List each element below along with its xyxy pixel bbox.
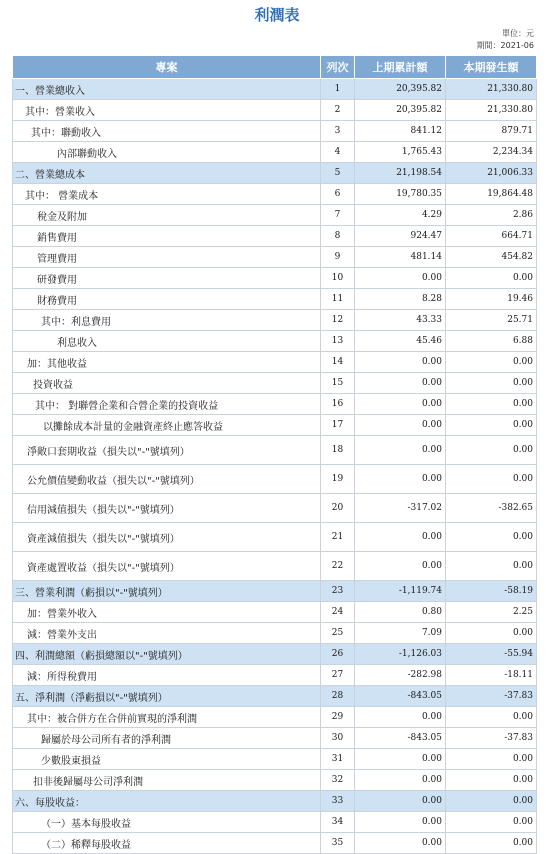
table-row	[13, 268, 537, 289]
row-item-name: 資產減值損失（損失以"-"號填列）	[13, 523, 321, 552]
row-line-no: 5	[321, 163, 355, 184]
row-prev-value: 0.00	[355, 523, 446, 552]
table-row	[13, 833, 537, 854]
row-line-no: 31	[321, 749, 355, 770]
row-line-no: 19	[321, 465, 355, 494]
row-prev-value: 0.00	[355, 373, 446, 394]
row-curr-value: 0.00	[446, 523, 537, 552]
table-row	[13, 665, 537, 686]
row-curr-value: 21,330.80	[446, 79, 537, 100]
table-row	[13, 770, 537, 791]
row-prev-value: 0.00	[355, 465, 446, 494]
row-prev-value: 8.28	[355, 289, 446, 310]
row-item-name: 其中：利息費用	[13, 310, 321, 331]
row-item-name: 投資收益	[13, 373, 321, 394]
row-line-no: 24	[321, 602, 355, 623]
row-line-no: 9	[321, 247, 355, 268]
row-line-no: 11	[321, 289, 355, 310]
table-row	[13, 436, 537, 465]
row-curr-value: 0.00	[446, 465, 537, 494]
row-curr-value: 21,006.33	[446, 163, 537, 184]
row-curr-value: 19.46	[446, 289, 537, 310]
row-curr-value: 6.88	[446, 331, 537, 352]
row-prev-value: 45.46	[355, 331, 446, 352]
row-line-no: 8	[321, 226, 355, 247]
row-prev-value: 21,198.54	[355, 163, 446, 184]
row-prev-value: -1,126.03	[355, 644, 446, 665]
table-body	[13, 79, 537, 854]
row-prev-value: 7.09	[355, 623, 446, 644]
row-curr-value: 2.25	[446, 602, 537, 623]
row-prev-value: 0.00	[355, 415, 446, 436]
table-row	[13, 644, 537, 665]
row-prev-value: 0.00	[355, 352, 446, 373]
row-prev-value: -1,119.74	[355, 581, 446, 602]
unit-label: 單位：元	[502, 29, 534, 38]
row-item-name: 其中：營業收入	[13, 100, 321, 121]
row-item-name: 四、利潤總額（虧損總額以"-"號填列）	[13, 644, 321, 665]
row-curr-value: 2.86	[446, 205, 537, 226]
row-prev-value: 0.00	[355, 707, 446, 728]
row-curr-value: 19,864.48	[446, 184, 537, 205]
row-curr-value: 0.00	[446, 394, 537, 415]
row-line-no: 26	[321, 644, 355, 665]
row-prev-value: 0.00	[355, 394, 446, 415]
table-row	[13, 749, 537, 770]
row-item-name: 研發費用	[13, 268, 321, 289]
row-line-no: 3	[321, 121, 355, 142]
table-row	[13, 205, 537, 226]
table-row	[13, 100, 537, 121]
row-item-name: 其中： 對聯營企業和合營企業的投資收益	[13, 394, 321, 415]
row-line-no: 4	[321, 142, 355, 163]
row-line-no: 20	[321, 494, 355, 523]
table-row	[13, 184, 537, 205]
table-row	[13, 707, 537, 728]
row-item-name: 利息收入	[13, 331, 321, 352]
row-line-no: 1	[321, 79, 355, 100]
row-item-name: 六、每股收益：	[13, 791, 321, 812]
table-row	[13, 247, 537, 268]
income-statement-table	[12, 55, 537, 854]
row-item-name: 一、營業總收入	[13, 79, 321, 100]
row-line-no: 7	[321, 205, 355, 226]
row-item-name: （一）基本每股收益	[13, 812, 321, 833]
row-line-no: 14	[321, 352, 355, 373]
row-line-no: 12	[321, 310, 355, 331]
table-row	[13, 791, 537, 812]
table-header-row	[13, 56, 537, 79]
table-row	[13, 494, 537, 523]
row-curr-value: 0.00	[446, 833, 537, 854]
row-line-no: 32	[321, 770, 355, 791]
table-row	[13, 686, 537, 707]
row-item-name: 內部聯動收入	[13, 142, 321, 163]
row-prev-value: 0.00	[355, 791, 446, 812]
row-item-name: 其中： 營業成本	[13, 184, 321, 205]
table-row	[13, 523, 537, 552]
row-curr-value: 0.00	[446, 791, 537, 812]
row-prev-value: 841.12	[355, 121, 446, 142]
row-prev-value: 43.33	[355, 310, 446, 331]
row-prev-value: 481.14	[355, 247, 446, 268]
table-row	[13, 352, 537, 373]
row-item-name: 五、淨利潤（淨虧損以"-"號填列）	[13, 686, 321, 707]
row-item-name: 以攤餘成本計量的金融資產終止應答收益	[13, 415, 321, 436]
row-curr-value: 0.00	[446, 415, 537, 436]
row-line-no: 35	[321, 833, 355, 854]
table-row	[13, 415, 537, 436]
table-row	[13, 812, 537, 833]
row-prev-value: 0.00	[355, 770, 446, 791]
table-row	[13, 163, 537, 184]
row-item-name: 少數股東損益	[13, 749, 321, 770]
row-item-name: 財務費用	[13, 289, 321, 310]
table-row	[13, 373, 537, 394]
table-row	[13, 331, 537, 352]
header-line-no: 列次	[321, 56, 355, 79]
row-prev-value: 0.00	[355, 436, 446, 465]
row-item-name: 加：營業外收入	[13, 602, 321, 623]
row-curr-value: -37.83	[446, 728, 537, 749]
row-prev-value: 0.00	[355, 812, 446, 833]
row-line-no: 30	[321, 728, 355, 749]
table-row	[13, 552, 537, 581]
row-line-no: 23	[321, 581, 355, 602]
row-item-name: 信用減值損失（損失以"-"號填列）	[13, 494, 321, 523]
table-row	[13, 289, 537, 310]
report-meta	[477, 28, 534, 52]
row-item-name: 二、營業總成本	[13, 163, 321, 184]
header-current-period: 本期發生額	[446, 56, 537, 79]
row-prev-value: 0.00	[355, 268, 446, 289]
row-curr-value: 879.71	[446, 121, 537, 142]
row-curr-value: -37.83	[446, 686, 537, 707]
row-prev-value: 20,395.82	[355, 100, 446, 121]
row-curr-value: 0.00	[446, 373, 537, 394]
table-row	[13, 121, 537, 142]
row-line-no: 10	[321, 268, 355, 289]
row-prev-value: 0.00	[355, 833, 446, 854]
row-line-no: 13	[321, 331, 355, 352]
row-curr-value: 25.71	[446, 310, 537, 331]
row-prev-value: 0.00	[355, 749, 446, 770]
row-line-no: 21	[321, 523, 355, 552]
row-curr-value: 0.00	[446, 436, 537, 465]
row-line-no: 28	[321, 686, 355, 707]
row-curr-value: 0.00	[446, 749, 537, 770]
row-prev-value: -843.05	[355, 686, 446, 707]
row-line-no: 33	[321, 791, 355, 812]
row-curr-value: 0.00	[446, 268, 537, 289]
row-line-no: 29	[321, 707, 355, 728]
table-row	[13, 728, 537, 749]
row-curr-value: 0.00	[446, 352, 537, 373]
row-curr-value: 2,234.34	[446, 142, 537, 163]
row-line-no: 6	[321, 184, 355, 205]
table-row	[13, 310, 537, 331]
row-curr-value: 0.00	[446, 770, 537, 791]
row-prev-value: -282.98	[355, 665, 446, 686]
row-line-no: 17	[321, 415, 355, 436]
row-item-name: 稅金及附加	[13, 205, 321, 226]
row-item-name: 管理費用	[13, 247, 321, 268]
row-line-no: 25	[321, 623, 355, 644]
row-curr-value: -55.94	[446, 644, 537, 665]
row-prev-value: 0.80	[355, 602, 446, 623]
row-prev-value: -843.05	[355, 728, 446, 749]
table-row	[13, 581, 537, 602]
row-prev-value: 0.00	[355, 552, 446, 581]
row-item-name: 加：其他收益	[13, 352, 321, 373]
row-curr-value: 454.82	[446, 247, 537, 268]
row-line-no: 2	[321, 100, 355, 121]
row-item-name: 其中：聯動收入	[13, 121, 321, 142]
row-item-name: 減：所得稅費用	[13, 665, 321, 686]
row-line-no: 22	[321, 552, 355, 581]
row-line-no: 18	[321, 436, 355, 465]
row-item-name: 三、營業利潤（虧損以"-"號填列）	[13, 581, 321, 602]
table-row	[13, 226, 537, 247]
period-label: 期間：2021-06	[476, 41, 534, 50]
row-line-no: 34	[321, 812, 355, 833]
table-row	[13, 602, 537, 623]
row-item-name: 減：營業外支出	[13, 623, 321, 644]
row-line-no: 27	[321, 665, 355, 686]
row-line-no: 16	[321, 394, 355, 415]
row-curr-value: -18.11	[446, 665, 537, 686]
row-curr-value: 0.00	[446, 812, 537, 833]
row-line-no: 15	[321, 373, 355, 394]
header-prev-cumulative: 上期累計額	[355, 56, 446, 79]
row-curr-value: 0.00	[446, 623, 537, 644]
row-curr-value: 21,330.80	[446, 100, 537, 121]
row-item-name: 其中：被合併方在合併前實現的淨利潤	[13, 707, 321, 728]
row-prev-value: 20,395.82	[355, 79, 446, 100]
row-item-name: 公允價值變動收益（損失以"-"號填列）	[13, 465, 321, 494]
row-curr-value: 0.00	[446, 707, 537, 728]
page-title: 利潤表	[254, 6, 300, 24]
row-item-name: 扣非後歸屬母公司淨利潤	[13, 770, 321, 791]
table-row	[13, 142, 537, 163]
table-row	[13, 465, 537, 494]
row-item-name: 銷售費用	[13, 226, 321, 247]
table-row	[13, 79, 537, 100]
row-prev-value: -317.02	[355, 494, 446, 523]
table-row	[13, 623, 537, 644]
row-item-name: 資產處置收益（損失以"-"號填列）	[13, 552, 321, 581]
row-curr-value: 664.71	[446, 226, 537, 247]
row-item-name: 歸屬於母公司所有者的淨利潤	[13, 728, 321, 749]
header-item: 專案	[13, 56, 321, 79]
row-prev-value: 4.29	[355, 205, 446, 226]
row-prev-value: 19,780.35	[355, 184, 446, 205]
row-item-name: 淨敞口套期收益（損失以"-"號填列）	[13, 436, 321, 465]
row-curr-value: -58.19	[446, 581, 537, 602]
row-item-name: （二）稀釋每股收益	[13, 833, 321, 854]
row-prev-value: 924.47	[355, 226, 446, 247]
row-curr-value: -382.65	[446, 494, 537, 523]
row-curr-value: 0.00	[446, 552, 537, 581]
table-row	[13, 394, 537, 415]
row-prev-value: 1,765.43	[355, 142, 446, 163]
